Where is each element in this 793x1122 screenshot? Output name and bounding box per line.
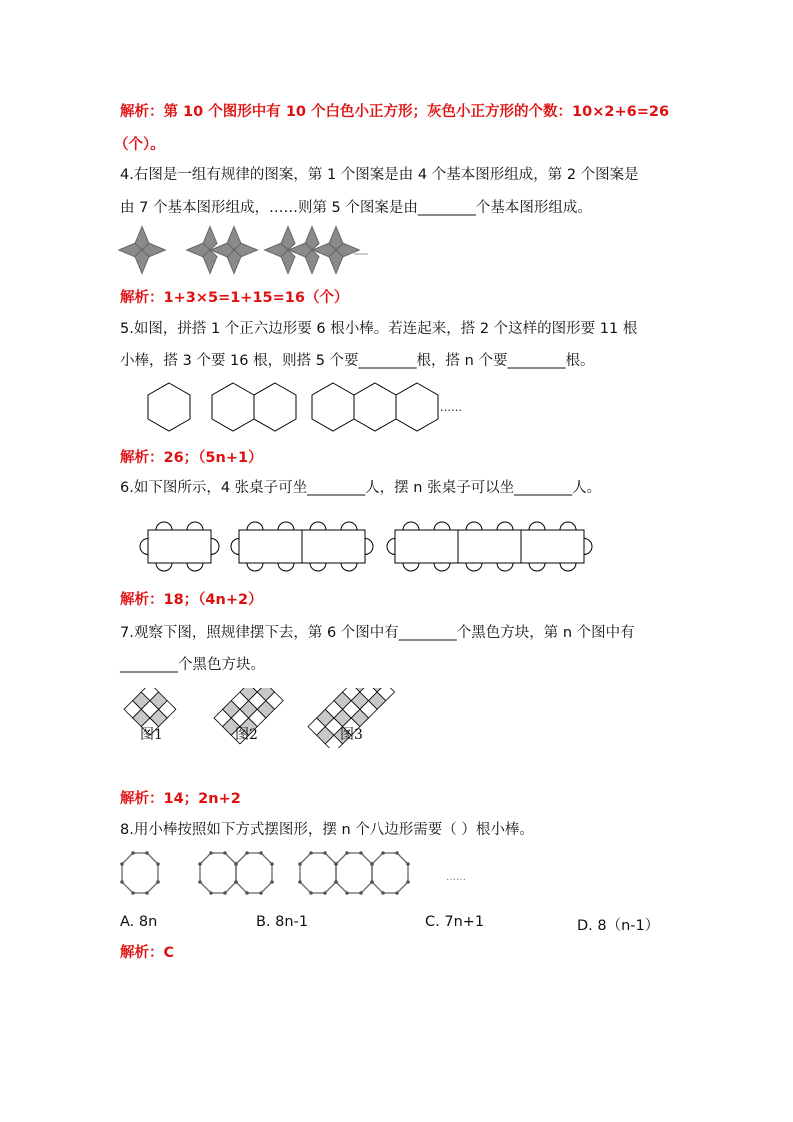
chair (187, 563, 203, 571)
chair (466, 522, 482, 530)
chair (434, 522, 450, 530)
hexagon (148, 383, 190, 431)
answer-5: 解析：26；（5n+1） (120, 450, 263, 466)
chair (403, 522, 419, 530)
stick-joint (323, 851, 327, 855)
answer-3-line2: （个）。 (114, 137, 165, 153)
question-4-line1: 4.右图是一组有规律的图案，第 1 个图案是由 4 个基本图形组成，第 2 个图案是 (120, 167, 639, 183)
table (302, 530, 365, 563)
stick-joint (406, 862, 410, 866)
chair (560, 522, 576, 530)
stick-joint (345, 851, 349, 855)
table (395, 530, 458, 563)
chair (156, 522, 172, 530)
stick-joint (259, 851, 263, 855)
chair (341, 563, 357, 571)
stick-joint (334, 880, 338, 884)
octagon (300, 853, 336, 893)
stick-joint (381, 891, 385, 895)
stick-joint (309, 891, 313, 895)
question-6: 6.如下图所示，4 张桌子可坐________人，摆 n 张桌子可以坐________人。 (120, 480, 602, 496)
chair (529, 563, 545, 571)
hexagon (396, 383, 438, 431)
table (521, 530, 584, 563)
stick-joint (270, 862, 274, 866)
hexagon (254, 383, 296, 431)
chair (403, 563, 419, 571)
stick-joint (298, 862, 302, 866)
stick-joint (120, 880, 124, 884)
stick-joint (234, 862, 238, 866)
chair (584, 539, 592, 555)
octagon-figure (118, 848, 448, 900)
octagon-ellipsis: …… (446, 872, 466, 883)
stick-joint (395, 851, 399, 855)
chair (231, 539, 239, 555)
chair (140, 539, 148, 555)
question-8: 8.用小棒按照如下方式摆图形，摆 n 个八边形需要（ ）根小棒。 (120, 822, 534, 838)
stick-joint (209, 851, 213, 855)
caption-fig3: 图3 (340, 727, 363, 743)
chair (247, 563, 263, 571)
hexagon-figure (140, 380, 440, 438)
stick-joint (145, 851, 149, 855)
flower-pattern-figure (118, 222, 378, 280)
octagon (372, 853, 408, 893)
chair (187, 522, 203, 530)
stick-joint (198, 862, 202, 866)
stick-joint (234, 880, 238, 884)
stick-joint (245, 851, 249, 855)
option-a: A. 8n (120, 914, 158, 930)
chair (211, 539, 219, 555)
chair (247, 522, 263, 530)
diamond-grid-figure (120, 688, 410, 748)
stick-joint (298, 880, 302, 884)
chair (278, 522, 294, 530)
answer-6: 解析：18；（4n+2） (120, 592, 263, 608)
caption-fig1: 图1 (140, 727, 163, 743)
chair (341, 522, 357, 530)
stick-joint (223, 891, 227, 895)
stick-joint (198, 880, 202, 884)
octagon (336, 853, 372, 893)
stick-joint (370, 880, 374, 884)
hexagon-ellipsis: …… (440, 401, 462, 414)
option-b: B. 8n-1 (256, 914, 309, 930)
stick-joint (131, 891, 135, 895)
chair (560, 563, 576, 571)
stick-joint (309, 851, 313, 855)
chair (365, 539, 373, 555)
stick-joint (120, 862, 124, 866)
option-c: C. 7n+1 (425, 914, 485, 930)
table (148, 530, 211, 563)
stick-joint (381, 851, 385, 855)
question-7-line1: 7.观察下图，照规律摆下去，第 6 个图中有________个黑色方块，第 n 个图中有 (120, 625, 635, 641)
chair (497, 563, 513, 571)
question-7-line2: ________个黑色方块。 (120, 657, 265, 673)
stick-joint (145, 891, 149, 895)
hexagon (212, 383, 254, 431)
stick-joint (345, 891, 349, 895)
answer-3-line1: 解析：第 10 个图形中有 10 个白色小正方形；灰色小正方形的个数：10×2+6=26 (120, 104, 670, 120)
answer-4: 解析：1+3×5=1+15=16（个） (120, 290, 349, 306)
answer-8: 解析：C (120, 945, 175, 961)
answer-7: 解析：14；2n+2 (120, 791, 241, 807)
table (239, 530, 302, 563)
stick-joint (406, 880, 410, 884)
chair (278, 563, 294, 571)
stick-joint (259, 891, 263, 895)
chair (466, 563, 482, 571)
stick-joint (334, 862, 338, 866)
octagon (122, 853, 158, 893)
hexagon (312, 383, 354, 431)
chair (387, 539, 395, 555)
stick-joint (370, 862, 374, 866)
tables-figure (130, 508, 610, 574)
chair (497, 522, 513, 530)
stick-joint (131, 851, 135, 855)
stick-joint (245, 891, 249, 895)
stick-joint (359, 851, 363, 855)
stick-joint (223, 851, 227, 855)
table (458, 530, 521, 563)
stick-joint (156, 880, 160, 884)
caption-fig2: 图2 (235, 727, 258, 743)
chair (156, 563, 172, 571)
stick-joint (359, 891, 363, 895)
question-5-line2: 小棒，搭 3 个要 16 根，则搭 5 个要________根，搭 n 个要________根。 (120, 353, 595, 369)
chair (434, 563, 450, 571)
octagon (236, 853, 272, 893)
chair (310, 522, 326, 530)
stick-joint (156, 862, 160, 866)
chair (310, 563, 326, 571)
question-5-line1: 5.如图，拼搭 1 个正六边形要 6 根小棒。若连起来，搭 2 个这样的图形要 11 根 (120, 321, 638, 337)
hexagon (354, 383, 396, 431)
stick-joint (209, 891, 213, 895)
chair (529, 522, 545, 530)
stick-joint (270, 880, 274, 884)
octagon (200, 853, 236, 893)
stick-joint (323, 891, 327, 895)
question-4-line2: 由 7 个基本图形组成，……则第 5 个图案是由________个基本图形组成。 (120, 200, 592, 216)
stick-joint (395, 891, 399, 895)
option-d: D. 8（n-1） (577, 918, 660, 934)
